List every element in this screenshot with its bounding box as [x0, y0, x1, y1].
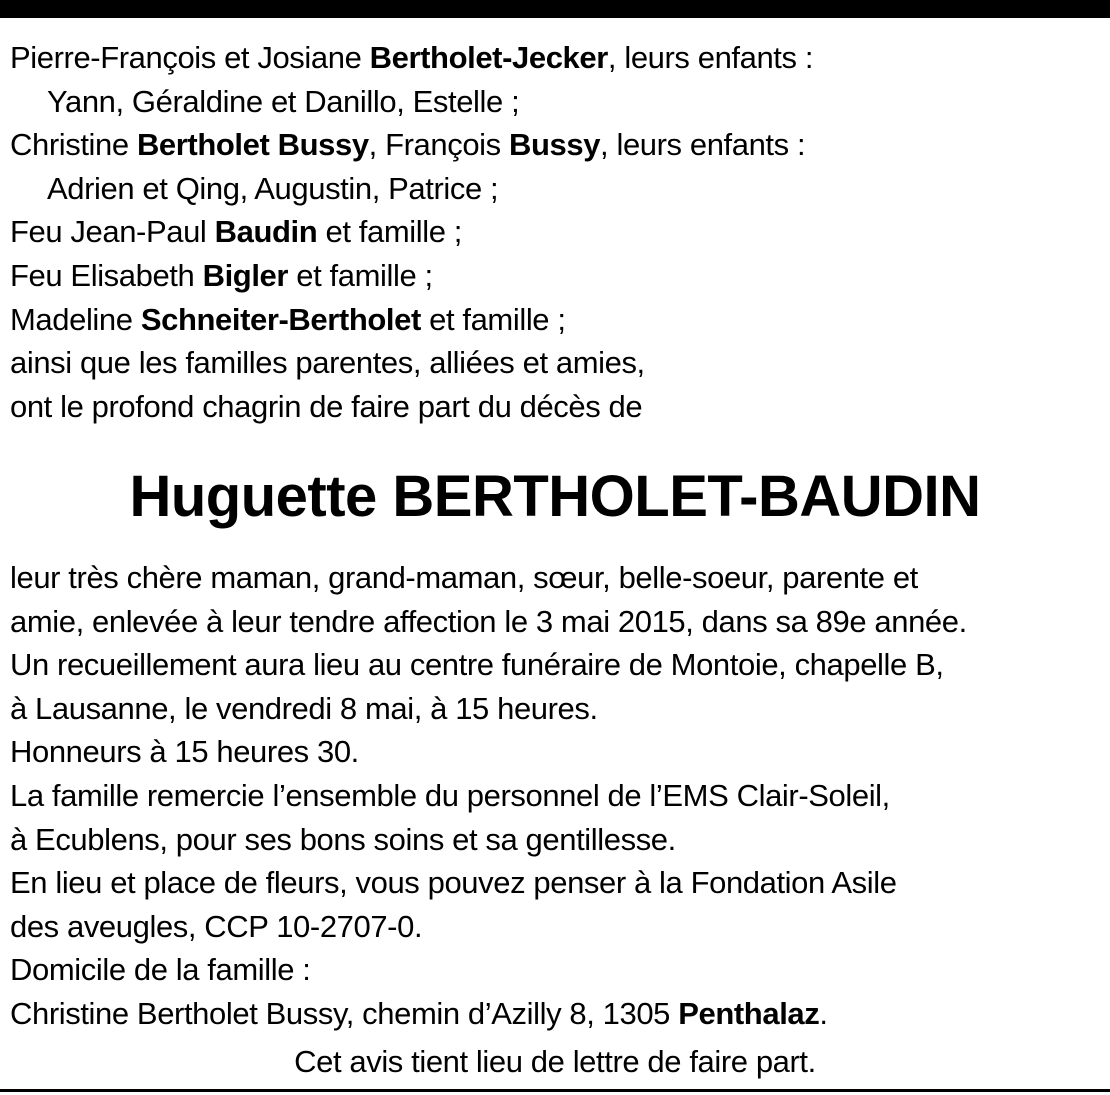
announcement-body	[10, 556, 1105, 1036]
text-segment: amie, enlevée à leur tendre affection le 3 mai 2015, dans sa 89e année.	[10, 603, 967, 639]
text-segment: Feu Jean-Paul	[10, 214, 215, 250]
text-segment: ainsi que les familles parentes, alliées et amies,	[10, 345, 645, 381]
body-line	[10, 600, 1105, 644]
family-line	[10, 298, 1100, 342]
body-line	[10, 730, 1105, 774]
family-line	[10, 123, 1100, 167]
text-segment: Christine Bertholet Bussy, chemin d’Azilly 8, 1305	[10, 995, 679, 1031]
body-line	[10, 556, 1105, 600]
closing-note: Cet avis tient lieu de lettre de faire part.	[294, 1044, 816, 1079]
text-segment: Yann, Géraldine et Danillo, Estelle ;	[47, 83, 520, 119]
family-line	[10, 341, 1100, 385]
text-segment: Un recueillement aura lieu au centre funéraire de Montoie, chapelle B,	[10, 647, 944, 683]
text-segment: et famille ;	[288, 257, 433, 293]
text-segment: Feu Elisabeth	[10, 257, 203, 293]
surname: Schneiter-Bertholet	[140, 301, 421, 337]
text-segment: Domicile de la famille :	[10, 952, 311, 988]
surname: Bigler	[202, 257, 289, 293]
text-segment: En lieu et place de fleurs, vous pouvez penser à la Fondation Asile	[10, 865, 897, 901]
family-announcement	[10, 36, 1100, 428]
text-segment: et famille ;	[317, 214, 462, 250]
text-segment: Madeline	[10, 301, 141, 337]
locality: Penthalaz	[678, 995, 820, 1031]
text-segment: , leurs enfants :	[607, 40, 814, 75]
body-line	[10, 818, 1105, 862]
family-children-line	[10, 80, 1100, 124]
body-line	[10, 774, 1105, 818]
body-line	[10, 861, 1105, 905]
surname: Baudin	[214, 214, 318, 250]
text-segment: , François	[368, 127, 509, 163]
text-segment: ont le profond chagrin de faire part du décès de	[10, 388, 643, 424]
body-line	[10, 948, 1105, 992]
family-line	[10, 385, 1100, 429]
text-segment: La famille remercie l’ensemble du personnel de l’EMS Clair-Soleil,	[10, 777, 890, 813]
text-segment: à Ecublens, pour ses bons soins et sa gentillesse.	[10, 821, 676, 857]
text-segment: à Lausanne, le vendredi 8 mai, à 15 heures.	[10, 690, 598, 726]
text-segment: Adrien et Qing, Augustin, Patrice ;	[47, 170, 499, 206]
text-segment: , leurs enfants :	[600, 127, 806, 163]
surname: Bertholet-Jecker	[369, 40, 608, 75]
family-children-line	[10, 167, 1100, 211]
text-segment: et famille ;	[420, 301, 566, 337]
family-address-line	[10, 992, 1105, 1036]
text-segment: Honneurs à 15 heures 30.	[10, 734, 359, 770]
deceased-name: Huguette BERTHOLET-BAUDIN	[129, 464, 981, 529]
text-segment: .	[819, 995, 828, 1031]
family-line	[10, 254, 1100, 298]
body-line	[10, 905, 1105, 949]
top-border-rule	[0, 0, 1110, 18]
surname: Bertholet Bussy	[136, 127, 369, 163]
text-segment: des aveugles, CCP 10-2707-0.	[10, 908, 423, 944]
family-line	[10, 36, 1100, 80]
body-line	[10, 643, 1105, 687]
surname: Bussy	[508, 127, 601, 163]
text-segment: Pierre-François et Josiane	[10, 40, 370, 75]
body-line	[10, 687, 1105, 731]
text-segment: Christine	[10, 127, 137, 163]
family-line	[10, 210, 1100, 254]
text-segment: leur très chère maman, grand-maman, sœur, belle-soeur, parente et	[10, 560, 918, 595]
bottom-border-rule	[0, 1089, 1110, 1092]
